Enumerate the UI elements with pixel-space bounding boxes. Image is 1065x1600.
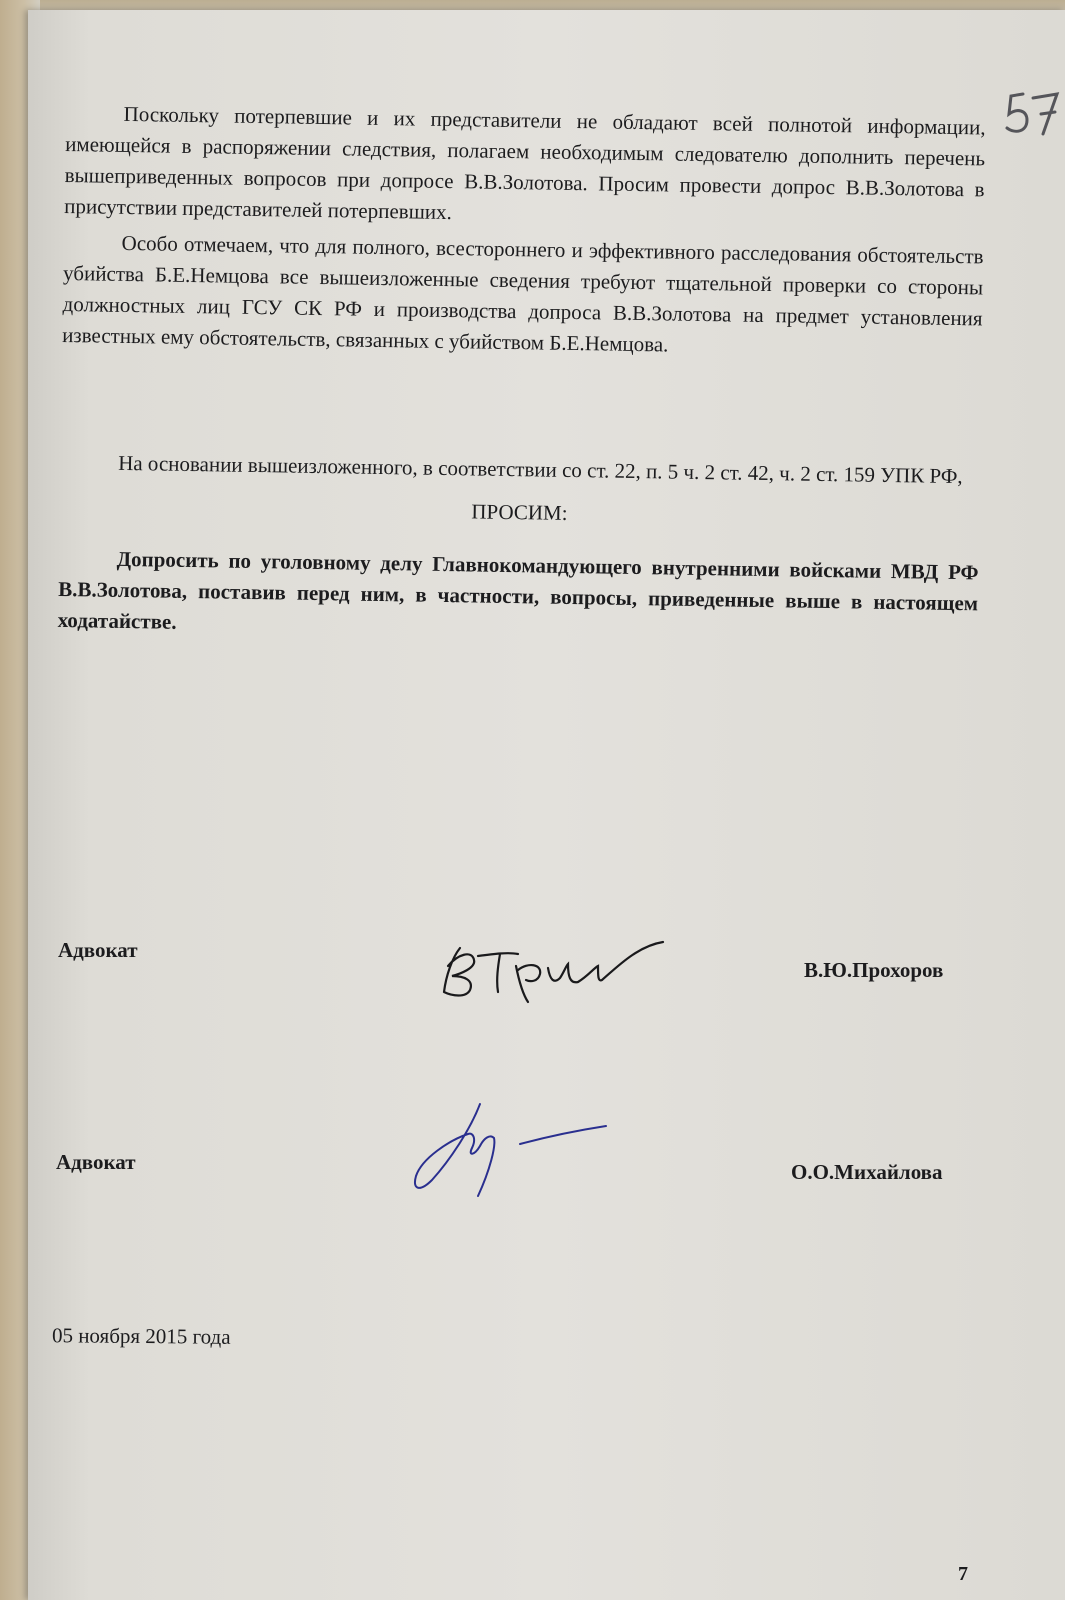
signatory-name-1: В.Ю.Прохоров [804, 958, 944, 982]
request-heading: ПРОСИМ: [471, 499, 568, 525]
paragraph-3: На основании вышеизложенного, в соответствии со ст. 22, п. 5 ч. 2 ст. 42, ч. 2 ст. 159 УПК РФ, [117, 450, 963, 489]
signatory-name-2: О.О.Михайлова [791, 1160, 943, 1184]
paragraph-1: Поскольку потерпевшие и их представители не обладают всей полнотой информации, имеющейся в распоряжении следствия, полагаем необходимым следователю дополнить перечень вышеприведенных вопросов при допросе В.В.Золотова. Просим провести допрос В.В.Золотова в присутствии представителей потерпевших. [64, 101, 986, 225]
paragraph-2: Особо отмечаем, что для полного, всестороннего и эффективного расследования обстоятельств убийства Б.Е.Немцова все вышеизложенные сведения требуют тщательной проверки со стороны должностных лиц ГСУ СК РФ и производства допроса В.В.Золотова на предмет установления известных ему обстоятельств, связанных с убийством Б.Е.Немцова. [61, 230, 984, 357]
request-body: Допросить по уголовному делу Главнокомандующего внутренними войсками МВД РФ В.В.Золотова, поставив перед ним, в частности, вопросы, приведенные выше в настоящем ходатайстве. [57, 546, 979, 634]
signatory-role-2: Адвокат [56, 1150, 136, 1174]
signatory-role-1: Адвокат [58, 938, 138, 962]
document-date: 05 ноября 2015 года [51, 1323, 231, 1349]
page-number: 7 [958, 1563, 968, 1585]
handwritten-signature-1 [438, 936, 668, 1006]
handwritten-signature-2 [410, 1100, 610, 1200]
